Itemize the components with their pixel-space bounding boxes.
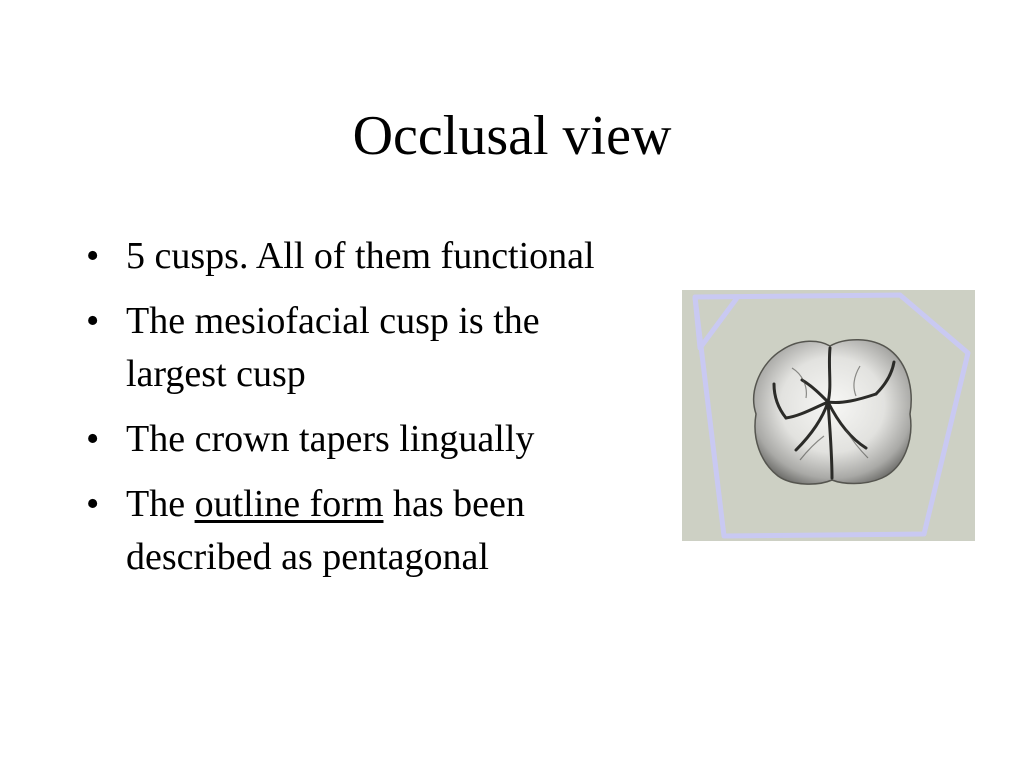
bullet-text-suffix: has been described as pentagonal	[126, 483, 525, 578]
slide-title: Occlusal view	[352, 105, 672, 167]
bullet-item	[86, 478, 646, 584]
pentagon-corner-line	[695, 297, 737, 348]
bullet-list	[86, 230, 686, 596]
tooth-occlusal-pentagon-icon	[682, 290, 975, 541]
bullet-text: The mesiofacial cusp is the largest cusp	[126, 300, 540, 395]
bullet-item	[86, 413, 686, 466]
bullet-item	[86, 295, 646, 401]
bullet-dot-icon: •	[86, 300, 100, 342]
bullet-item	[86, 230, 686, 283]
bullet-text: 5 cusps. All of them functional	[126, 235, 595, 277]
outline-form-link[interactable]: outline form	[194, 483, 384, 525]
bullet-dot-icon: •	[86, 418, 100, 460]
bullet-text-prefix: The	[126, 483, 195, 525]
bullet-dot-icon: •	[86, 483, 100, 525]
bullet-text: The crown tapers lingually	[126, 418, 535, 460]
tooth-illustration	[682, 290, 975, 541]
bullet-dot-icon: •	[86, 235, 100, 277]
